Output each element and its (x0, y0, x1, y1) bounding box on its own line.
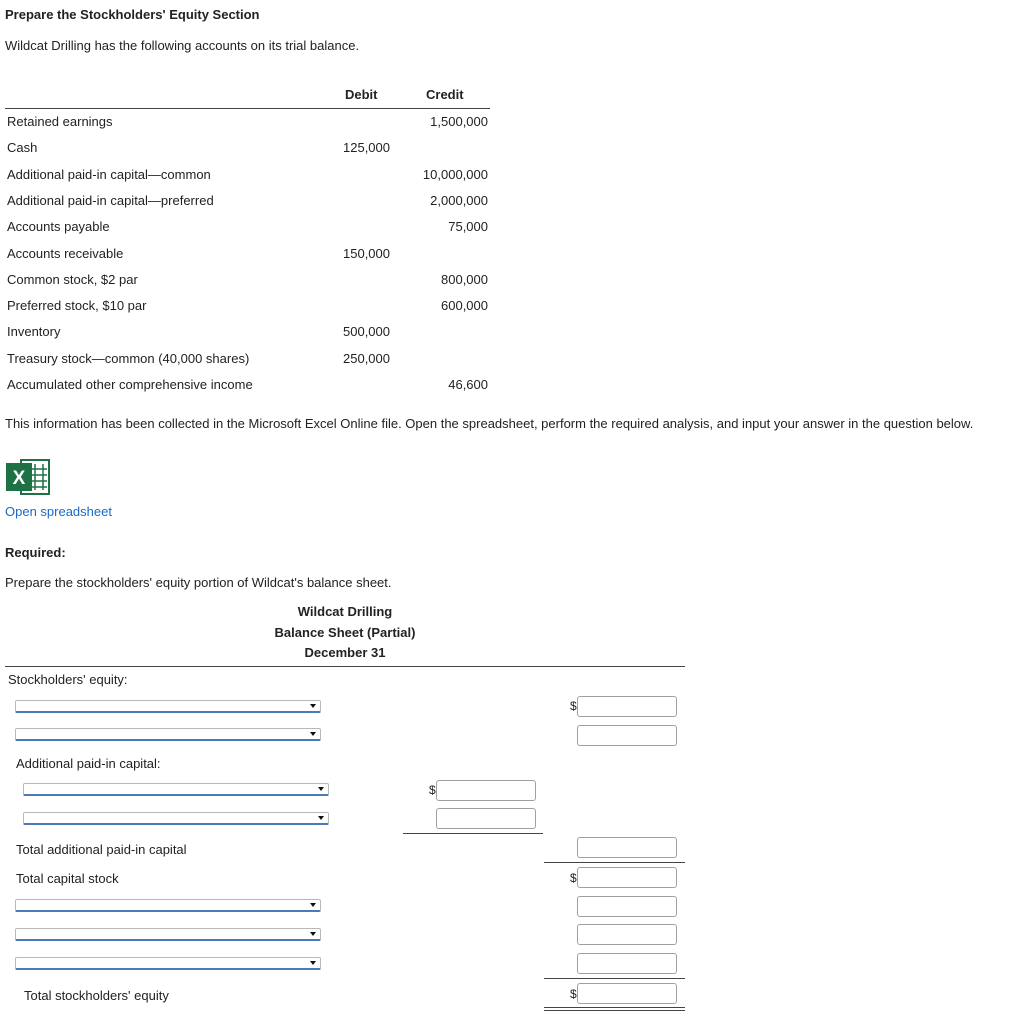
intro-text: Wildcat Drilling has the following accounts on its trial balance. (5, 38, 360, 53)
total-equity-double-rule-1 (544, 1007, 685, 1008)
dollar-sign: $ (570, 871, 577, 885)
account-name: Accounts payable (7, 219, 110, 234)
total-capital-label: Total capital stock (16, 871, 119, 886)
dollar-sign: $ (570, 699, 577, 713)
account-name: Additional paid-in capital—common (7, 167, 211, 182)
apic-amount-1[interactable] (436, 780, 536, 801)
account-name: Cash (7, 140, 38, 155)
table-header-rule (5, 108, 490, 109)
credit-amount: 1,500,000 (430, 114, 488, 129)
total-apic-rule (544, 862, 685, 863)
capital-stock-amount-2[interactable] (577, 725, 677, 746)
info-text: This information has been collected in the Microsoft Excel Online file. Open the spreadsheet, perform the required analysis, and input your answer in the question below. (5, 416, 974, 431)
debit-amount: 150,000 (343, 246, 390, 261)
total-apic-amount[interactable] (577, 837, 677, 858)
apic-select-2[interactable] (23, 812, 329, 825)
credit-amount: 10,000,000 (422, 167, 488, 182)
chevron-down-icon (310, 961, 316, 965)
apic-select-1[interactable] (23, 783, 329, 796)
debit-amount: 500,000 (343, 324, 390, 339)
statement-date: December 31 (304, 645, 386, 660)
equity-select-2[interactable] (15, 928, 321, 941)
total-equity-amount[interactable] (577, 983, 677, 1004)
capital-stock-select-2[interactable] (15, 728, 321, 741)
account-name: Accumulated other comprehensive income (7, 377, 253, 392)
total-equity-label: Total stockholders' equity (24, 988, 169, 1003)
required-label: Required: (5, 545, 66, 560)
open-spreadsheet-link[interactable]: Open spreadsheet (5, 504, 112, 519)
chevron-down-icon (318, 816, 324, 820)
statement-top-rule (5, 666, 685, 667)
total-equity-double-rule-2 (544, 1010, 685, 1011)
apic-amount-2[interactable] (436, 808, 536, 829)
total-equity-top-rule (544, 978, 685, 979)
statement-company: Wildcat Drilling (297, 604, 393, 619)
credit-amount: 600,000 (441, 298, 488, 313)
equity-select-3[interactable] (15, 957, 321, 970)
credit-header: Credit (426, 87, 464, 102)
apic-label: Additional paid-in capital: (16, 756, 161, 771)
capital-stock-amount-1[interactable] (577, 696, 677, 717)
chevron-down-icon (310, 932, 316, 936)
chevron-down-icon (310, 704, 316, 708)
debit-amount: 125,000 (343, 140, 390, 155)
account-name: Treasury stock—common (40,000 shares) (7, 351, 250, 366)
chevron-down-icon (310, 732, 316, 736)
excel-icon[interactable] (5, 458, 51, 496)
statement-title: Balance Sheet (Partial) (274, 625, 416, 640)
debit-amount: 250,000 (343, 351, 390, 366)
stockholders-equity-label: Stockholders' equity: (8, 672, 128, 687)
chevron-down-icon (318, 787, 324, 791)
dollar-sign: $ (429, 783, 436, 797)
account-name: Preferred stock, $10 par (7, 298, 147, 313)
chevron-down-icon (310, 903, 316, 907)
total-capital-amount[interactable] (577, 867, 677, 888)
equity-select-1[interactable] (15, 899, 321, 912)
account-name: Additional paid-in capital—preferred (7, 193, 214, 208)
account-name: Retained earnings (7, 114, 113, 129)
account-name: Accounts receivable (7, 246, 124, 261)
equity-amount-1[interactable] (577, 896, 677, 917)
credit-amount: 2,000,000 (430, 193, 488, 208)
credit-amount: 46,600 (448, 377, 488, 392)
equity-amount-3[interactable] (577, 953, 677, 974)
dollar-sign: $ (570, 987, 577, 1001)
excel-icon-letter: X (12, 468, 26, 489)
required-text: Prepare the stockholders' equity portion of Wildcat's balance sheet. (5, 575, 392, 590)
account-name: Inventory (7, 324, 61, 339)
total-apic-label: Total additional paid-in capital (16, 842, 187, 857)
debit-header: Debit (345, 87, 378, 102)
apic-subtotal-rule (403, 833, 543, 834)
account-name: Common stock, $2 par (7, 272, 138, 287)
equity-amount-2[interactable] (577, 924, 677, 945)
page-heading: Prepare the Stockholders' Equity Section (5, 7, 260, 22)
capital-stock-select-1[interactable] (15, 700, 321, 713)
credit-amount: 800,000 (441, 272, 488, 287)
credit-amount: 75,000 (448, 219, 488, 234)
